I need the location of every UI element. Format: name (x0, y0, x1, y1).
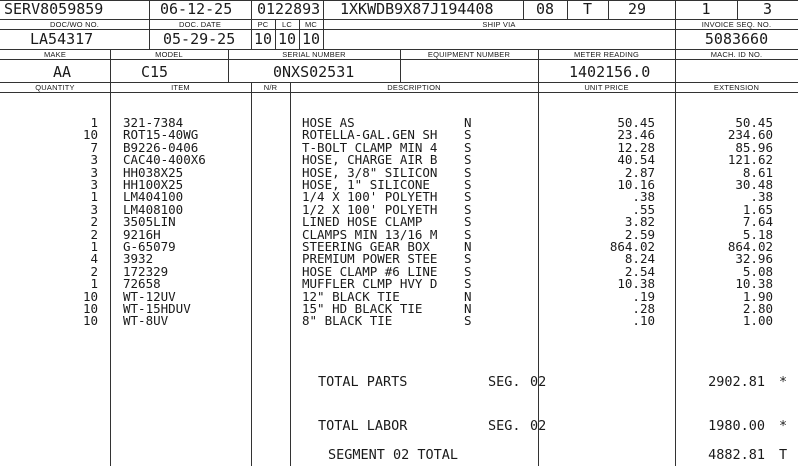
line-description: HOSE, 3/8" SILICON (302, 164, 438, 180)
label-nr: N/R (263, 83, 278, 92)
line-item-code: 3505LIN (123, 214, 176, 230)
rule (149, 29, 150, 49)
line-description: ROTELLA-GAL.GEN SH (302, 127, 438, 143)
line-status-flag: S (464, 226, 472, 242)
line-extension: 5.18 (742, 226, 773, 242)
line-item-code: LM404100 (123, 189, 184, 205)
line-unit-price: .55 (632, 201, 655, 217)
total-parts-label: TOTAL PARTS (318, 374, 408, 390)
line-unit-price: 23.46 (617, 127, 655, 143)
rule (290, 82, 291, 466)
line-extension: 10.38 (735, 276, 773, 292)
meter-reading-value: 1402156.0 (569, 63, 651, 81)
label-mc: MC (304, 20, 318, 29)
line-description: 1/4 X 100' POLYETH (302, 189, 438, 205)
line-quantity: 2 (90, 214, 98, 230)
reference-number: 0122893 (257, 0, 321, 18)
line-unit-price: 3.82 (624, 214, 655, 230)
line-status-flag: N (464, 239, 472, 254)
label-unit-price: UNIT PRICE (584, 83, 629, 92)
segment-total-amount: 4882.81 (708, 447, 765, 463)
line-description: 1/2 X 100' POLYETH (302, 201, 438, 217)
label-extension: EXTENSION (713, 83, 760, 92)
line-status-flag: S (464, 263, 472, 279)
line-quantity: 3 (90, 164, 98, 180)
line-extension: 85.96 (735, 139, 773, 155)
total-parts-seg-label: SEG. (488, 374, 521, 390)
line-quantity: 1 (90, 115, 98, 130)
line-item-code: 172329 (123, 263, 169, 279)
line-description: 8" BLACK TIE (302, 313, 393, 329)
doc-date: 05-29-25 (163, 30, 236, 48)
label-pc: PC (257, 20, 269, 29)
line-status-flag: N (464, 115, 472, 130)
line-status-flag: S (464, 276, 472, 292)
line-extension: 2.80 (742, 301, 773, 316)
label-serial-number: SERIAL NUMBER (282, 50, 346, 59)
line-status-flag: S (464, 127, 472, 143)
line-item-code: CAC40-400X6 (123, 152, 206, 168)
line-description: STEERING GEAR BOX (302, 239, 430, 254)
rule (251, 82, 252, 466)
label-ship-via: SHIP VIA (482, 20, 516, 29)
code-b: T (582, 0, 593, 18)
line-item-code: HH100X25 (123, 177, 184, 192)
line-extension: 864.02 (727, 239, 773, 254)
line-extension: 1.90 (742, 288, 773, 304)
line-quantity: 10 (82, 313, 98, 329)
line-quantity: 2 (90, 226, 98, 242)
line-extension: 234.60 (727, 127, 773, 143)
mc-value: 10 (301, 30, 321, 48)
line-status-flag: S (464, 177, 472, 192)
label-item: ITEM (171, 83, 190, 92)
serial-number-value: 0NXS02531 (273, 63, 355, 81)
total-labor-seg-number: 02 (530, 418, 547, 434)
line-unit-price: 10.16 (617, 177, 655, 192)
label-equipment-number: EQUIPMENT NUMBER (427, 50, 511, 59)
line-unit-price: 10.38 (617, 276, 655, 292)
line-extension: 1.00 (742, 313, 773, 329)
line-unit-price: 2.54 (624, 263, 655, 279)
line-extension: 7.64 (742, 214, 773, 230)
total-labor-label: TOTAL LABOR (318, 418, 408, 434)
line-description: 15" HD BLACK TIE (302, 301, 423, 316)
line-unit-price: .19 (632, 288, 655, 304)
label-meter-reading: METER READING (573, 50, 640, 59)
total-labor-mark: * (779, 418, 788, 434)
line-status-flag: S (464, 152, 472, 168)
rule (608, 0, 609, 19)
line-item-code: 9216H (123, 226, 161, 242)
line-description: 12" BLACK TIE (302, 288, 400, 304)
line-status-flag: S (464, 189, 472, 205)
line-item-code: WT-8UV (123, 313, 169, 329)
line-status-flag: N (464, 288, 472, 304)
total-parts-seg-number: 02 (530, 374, 547, 390)
line-description: T-BOLT CLAMP MIN 4 (302, 139, 438, 155)
line-item-code: ROT15-40WG (123, 127, 199, 143)
page-number: 1 (701, 0, 711, 18)
line-extension: 32.96 (735, 251, 773, 267)
total-labor-seg-label: SEG. (488, 418, 521, 434)
rule (0, 92, 798, 93)
line-status-flag: S (464, 214, 472, 230)
line-item-code: B9226-0406 (123, 139, 199, 155)
line-item-code: 3932 (123, 251, 154, 267)
segment-total-label: SEGMENT 02 TOTAL (328, 447, 459, 463)
line-unit-price: 2.59 (624, 226, 655, 242)
make-value: AA (53, 63, 72, 81)
rule (323, 29, 324, 49)
model-value: C15 (141, 63, 169, 81)
line-quantity: 10 (82, 288, 98, 304)
code-c: 29 (628, 0, 647, 18)
line-extension: 8.61 (742, 164, 773, 180)
invoice-seq-number: 5083660 (704, 30, 769, 48)
line-extension: .38 (750, 189, 773, 205)
segment-total-mark: T (779, 447, 788, 463)
line-item-code: 321-7384 (123, 115, 184, 130)
line-item-code: WT-12UV (123, 288, 176, 304)
total-labor-amount: 1980.00 (708, 418, 765, 434)
pc-value: 10 (253, 30, 273, 48)
total-parts-amount: 2902.81 (708, 374, 765, 390)
line-description: MUFFLER CLMP HVY D (302, 276, 438, 292)
line-item-code: LM408100 (123, 201, 184, 217)
line-quantity: 10 (82, 301, 98, 316)
line-description: LINED HOSE CLAMP (302, 214, 423, 230)
lc-value: 10 (277, 30, 297, 48)
line-quantity: 10 (82, 127, 98, 143)
label-model: MODEL (155, 50, 183, 59)
label-mach-id-no: MACH. ID NO. (710, 50, 763, 59)
line-status-flag: S (464, 201, 472, 217)
line-unit-price: 12.28 (617, 139, 655, 155)
line-extension: 121.62 (727, 152, 773, 168)
rule (0, 59, 798, 60)
line-unit-price: 864.02 (609, 239, 655, 254)
line-quantity: 3 (90, 201, 98, 217)
top-date: 06-12-25 (160, 0, 233, 18)
line-status-flag: S (464, 313, 472, 329)
line-status-flag: S (464, 251, 472, 267)
line-description: HOSE AS (302, 115, 355, 130)
line-status-flag: S (464, 139, 472, 155)
label-invoice-seq-no: INVOICE SEQ. NO. (701, 20, 772, 29)
line-quantity: 3 (90, 177, 98, 192)
label-description: DESCRIPTION (387, 83, 441, 92)
rule (0, 29, 798, 30)
line-status-flag: N (464, 301, 472, 316)
line-description: HOSE, CHARGE AIR B (302, 152, 438, 168)
line-item-code: 72658 (123, 276, 161, 292)
page-count: 3 (762, 0, 773, 18)
doc-wo-number: LA54317 (30, 30, 94, 48)
total-parts-mark: * (779, 374, 788, 390)
vin-number: 1XKWDB9X87J194408 (340, 0, 494, 18)
line-description: CLAMPS MIN 13/16 M (302, 226, 438, 242)
line-extension: 5.08 (742, 263, 773, 279)
line-unit-price: 2.87 (624, 164, 655, 180)
label-make: MAKE (43, 50, 67, 59)
line-description: HOSE CLAMP #6 LINE (302, 263, 438, 279)
line-unit-price: .38 (632, 189, 655, 205)
line-extension: 1.65 (742, 201, 773, 217)
line-quantity: 2 (90, 263, 98, 279)
line-unit-price: 50.45 (617, 115, 655, 130)
line-item-code: WT-15HDUV (123, 301, 191, 316)
line-description: HOSE, 1" SILICONE (302, 177, 430, 192)
code-a: 08 (535, 0, 555, 18)
line-unit-price: 40.54 (617, 152, 655, 168)
line-quantity: 1 (90, 239, 98, 254)
line-extension: 50.45 (735, 115, 773, 130)
label-doc-wo-no: DOC/WO NO. (49, 20, 100, 29)
service-number: SERV8059859 (4, 0, 104, 18)
rule (110, 82, 111, 466)
line-unit-price: .10 (632, 313, 655, 329)
line-item-code: G-65079 (123, 239, 176, 254)
line-extension: 30.48 (735, 177, 773, 192)
label-doc-date: DOC. DATE (178, 20, 222, 29)
line-status-flag: S (464, 164, 472, 180)
line-description: PREMIUM POWER STEE (302, 251, 438, 267)
line-quantity: 4 (90, 251, 98, 267)
label-lc: LC (282, 20, 292, 29)
line-quantity: 1 (90, 276, 98, 292)
line-unit-price: 8.24 (624, 251, 655, 267)
line-item-code: HH038X25 (123, 164, 184, 180)
line-quantity: 3 (90, 152, 98, 168)
line-quantity: 7 (90, 139, 98, 155)
label-quantity: QUANTITY (35, 83, 75, 92)
line-unit-price: .28 (632, 301, 655, 316)
line-quantity: 1 (90, 189, 98, 205)
